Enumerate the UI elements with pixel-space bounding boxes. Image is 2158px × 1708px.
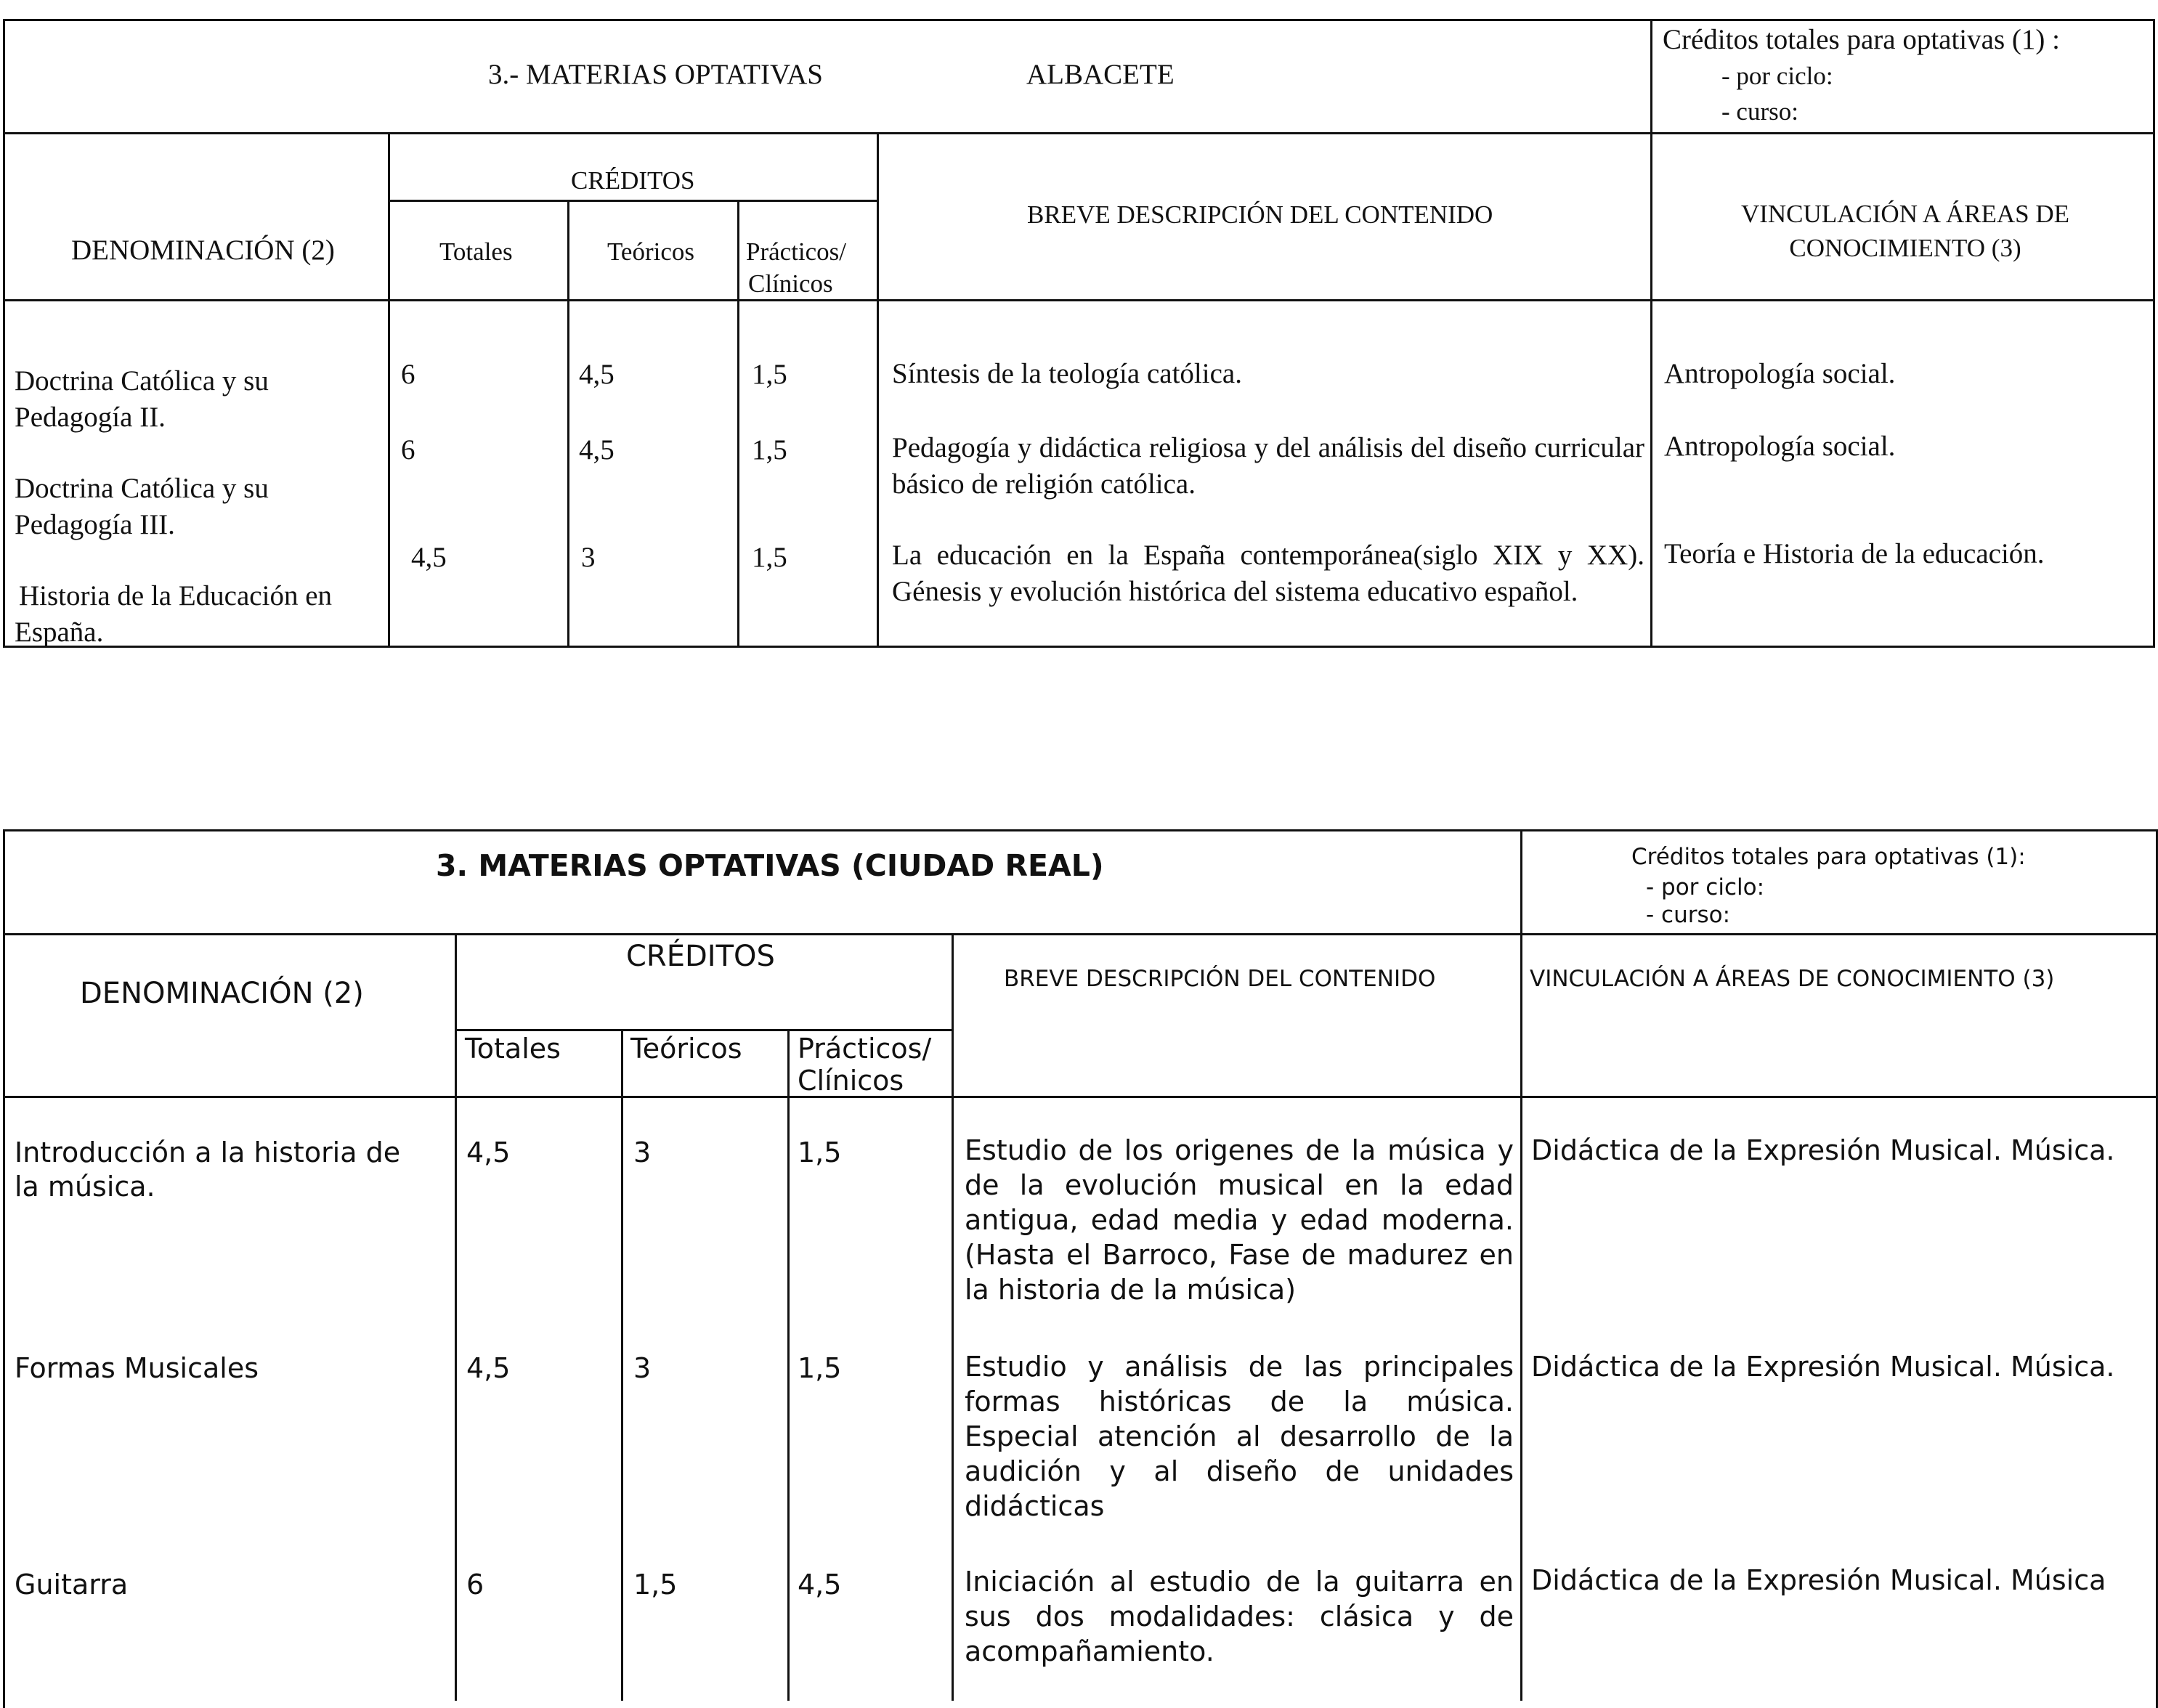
header-clinicos: Clínicos — [798, 1065, 904, 1097]
row-totales: 4,5 — [466, 1136, 511, 1168]
row-practicos: 1,5 — [752, 359, 787, 390]
creditos-info-line: - por ciclo: — [1646, 874, 1765, 900]
header-practicos: Prácticos/ — [746, 237, 847, 266]
row-practicos: 1,5 — [752, 542, 787, 573]
creditos-info-line: Créditos totales para optativas (1): — [1631, 844, 2026, 870]
table-title: 3. MATERIAS OPTATIVAS (CIUDAD REAL) — [436, 848, 1104, 883]
row-vinculacion: Didáctica de la Expresión Musical. Música. — [1531, 1351, 2115, 1383]
divider — [3, 1096, 2158, 1098]
header-teoricos: Teóricos — [607, 237, 695, 266]
divider — [952, 933, 954, 1701]
row-vinculacion: Didáctica de la Expresión Musical. Música. — [1531, 1134, 2115, 1166]
row-descripcion: Estudio y análisis de las principales formas históricas de la música. Especial atención al desarrollo de la audición y al diseño de unidades didácticas — [965, 1351, 1514, 1522]
row-denominacion: Doctrina Católica y su — [15, 365, 269, 396]
divider — [3, 933, 2158, 935]
header-totales: Totales — [465, 1033, 561, 1065]
row-denominacion: Historia de la Educación en — [19, 580, 332, 611]
divider — [567, 200, 569, 648]
row-totales: 6 — [401, 434, 415, 465]
row-denominacion: Guitarra — [15, 1569, 129, 1601]
row-teoricos: 3 — [633, 1136, 652, 1168]
divider — [3, 132, 2155, 134]
row-practicos: 1,5 — [752, 434, 787, 465]
header-denominacion: DENOMINACIÓN (2) — [80, 977, 364, 1010]
row-teoricos: 3 — [581, 542, 596, 573]
row-denominacion: Formas Musicales — [15, 1352, 259, 1384]
divider — [737, 200, 739, 648]
row-totales: 4,5 — [411, 542, 447, 573]
row-totales: 6 — [401, 359, 415, 390]
row-descripcion: Iniciación al estudio de la guitarra en sus dos modalidades: clásica y de acompañamiento. — [965, 1566, 1514, 1667]
header-clinicos: Clínicos — [748, 269, 833, 298]
header-creditos: CRÉDITOS — [626, 940, 775, 973]
row-vinculacion: Antropología social. — [1664, 358, 1896, 389]
row-descripcion: La educación en la España contemporánea(siglo XIX y XX). Génesis y evolución histórica del sistema educativo español. — [892, 540, 1644, 607]
row-descripcion: Estudio de los origenes de la música y de la evolución musical en la edad antigua, edad media y edad moderna.(Hasta el Barroco, Fase de madurez en la historia de la música) — [965, 1134, 1514, 1306]
header-vinculacion: VINCULACIÓN A ÁREAS DE CONOCIMIENTO (3) — [1530, 966, 2055, 992]
row-descripcion: Pedagogía y didáctica religiosa y del análisis del diseño curricular básico de religión católica. — [892, 432, 1644, 500]
row-vinculacion: Didáctica de la Expresión Musical. Música — [1531, 1564, 2106, 1596]
row-denominacion: Doctrina Católica y su — [15, 473, 269, 504]
row-teoricos: 4,5 — [579, 434, 614, 465]
divider — [621, 1029, 623, 1701]
header-descripcion: BREVE DESCRIPCIÓN DEL CONTENIDO — [1027, 200, 1493, 229]
row-teoricos: 4,5 — [579, 359, 614, 390]
row-denominacion: Pedagogía II. — [15, 402, 166, 433]
row-teoricos: 3 — [633, 1352, 652, 1384]
divider — [455, 1029, 953, 1031]
header-practicos: Prácticos/ — [798, 1033, 932, 1065]
row-denominacion: la música. — [15, 1171, 155, 1203]
header-denominacion: DENOMINACIÓN (2) — [71, 235, 335, 266]
divider — [1650, 19, 1652, 648]
divider — [1520, 829, 1522, 1701]
header-vinculacion: CONOCIMIENTO (3) — [1789, 234, 2021, 262]
row-denominacion: España. — [15, 617, 104, 648]
row-practicos: 4,5 — [798, 1569, 842, 1601]
row-descripcion: Síntesis de la teología católica. — [892, 358, 1242, 389]
row-vinculacion: Antropología social. — [1664, 431, 1896, 462]
divider — [3, 299, 2155, 301]
header-descripcion: BREVE DESCRIPCIÓN DEL CONTENIDO — [1004, 966, 1436, 992]
row-denominacion: Introducción a la historia de — [15, 1136, 401, 1168]
creditos-info-line: - por ciclo: — [1721, 62, 1833, 90]
row-denominacion: Pedagogía III. — [15, 509, 175, 540]
header-vinculacion: VINCULACIÓN A ÁREAS DE — [1740, 200, 2070, 228]
divider — [455, 933, 457, 1701]
table-title: 3.- MATERIAS OPTATIVAS — [488, 59, 823, 90]
row-totales: 4,5 — [466, 1352, 511, 1384]
table-location: ALBACETE — [1026, 59, 1175, 90]
divider — [388, 132, 390, 648]
row-totales: 6 — [466, 1569, 484, 1601]
creditos-info-line: - curso: — [1646, 902, 1731, 928]
row-practicos: 1,5 — [798, 1352, 842, 1384]
header-teoricos: Teóricos — [630, 1033, 742, 1065]
divider — [787, 1029, 790, 1701]
row-practicos: 1,5 — [798, 1136, 842, 1168]
row-teoricos: 1,5 — [633, 1569, 678, 1601]
creditos-info-line: Créditos totales para optativas (1) : — [1663, 24, 2060, 55]
divider — [388, 200, 879, 202]
row-vinculacion: Teoría e Historia de la educación. — [1664, 538, 2045, 569]
header-creditos: CRÉDITOS — [571, 166, 695, 195]
creditos-info-line: - curso: — [1721, 97, 1798, 126]
divider — [877, 132, 879, 648]
header-totales: Totales — [439, 237, 513, 266]
